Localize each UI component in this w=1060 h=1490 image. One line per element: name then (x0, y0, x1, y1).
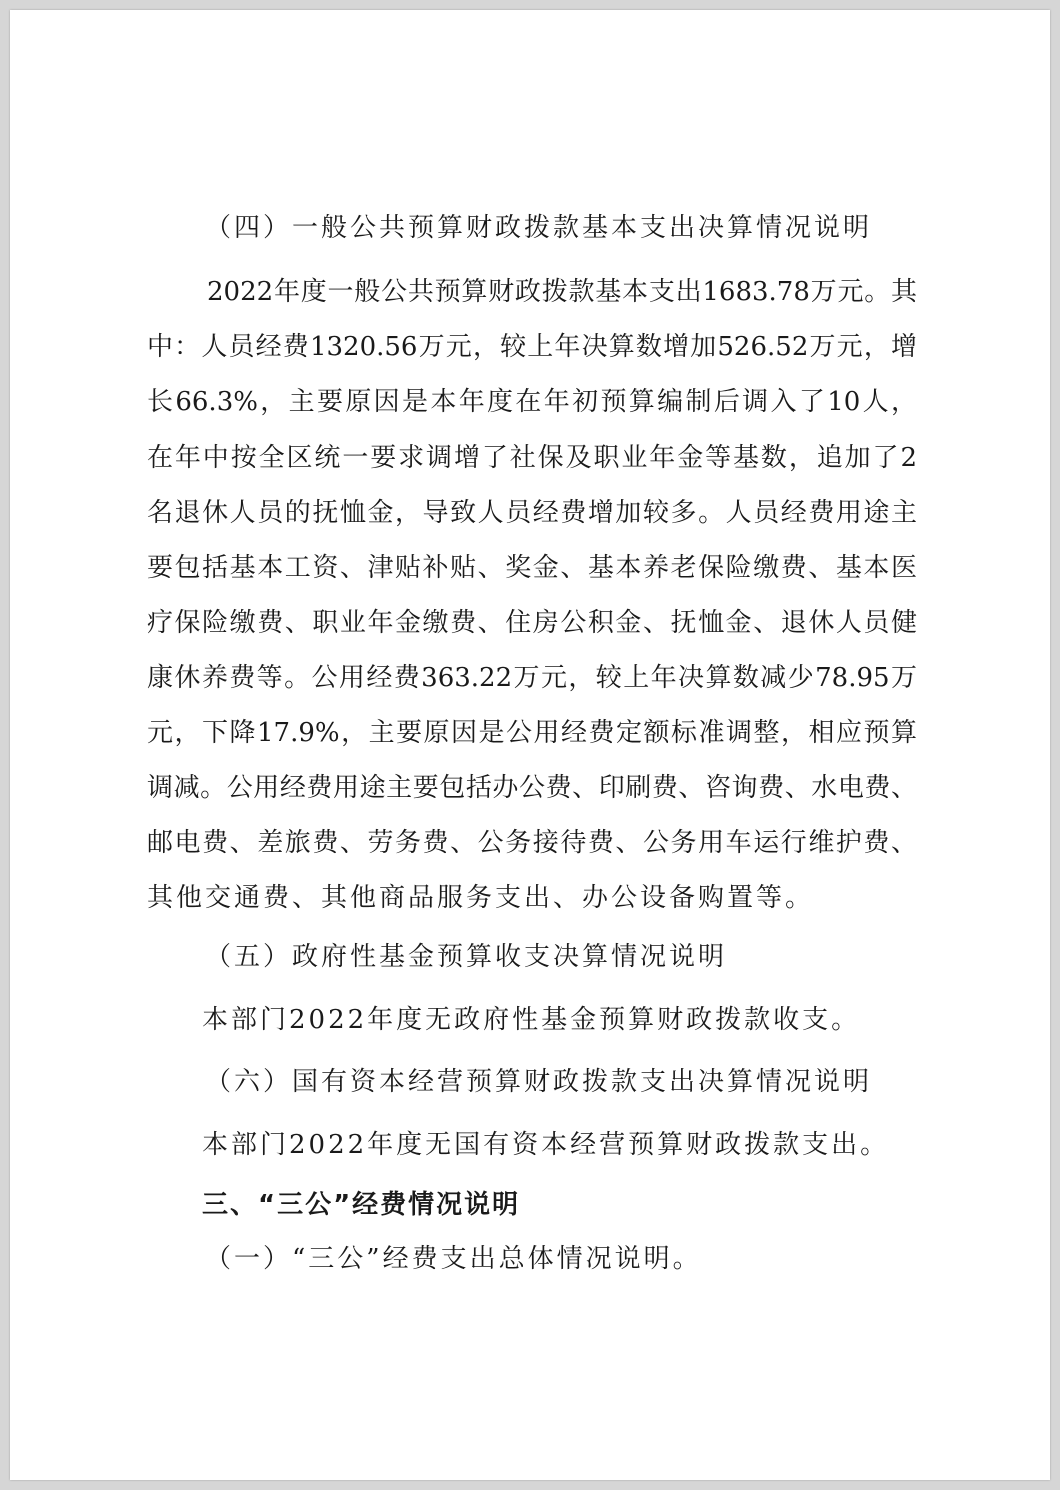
section-5-heading: （五）政府性基金预算收支决算情况说明 (205, 942, 728, 972)
paragraph-line: 康休养费等。公用经费363.22万元，较上年决算数减少78.95万 (147, 663, 917, 693)
paragraph-line: 元，下降17.9%，主要原因是公用经费定额标准调整，相应预算 (147, 718, 917, 748)
paragraph-line: 2022年度一般公共预算财政拨款基本支出1683.78万元。其 (207, 277, 917, 307)
paragraph-line: 名退休人员的抚恤金，导致人员经费增加较多。人员经费用途主 (147, 498, 917, 528)
part-3-heading: 三、“三公”经费情况说明 (202, 1190, 521, 1220)
paragraph-line: 中：人员经费1320.56万元，较上年决算数增加526.52万元，增 (147, 332, 917, 362)
document-page (10, 10, 1050, 1480)
section-4-heading: （四）一般公共预算财政拨款基本支出决算情况说明 (205, 213, 873, 243)
section-5-paragraph: 本部门2022年度无政府性基金预算财政拨款收支。 (202, 1005, 861, 1035)
section-6-paragraph: 本部门2022年度无国有资本经营预算财政拨款支出。 (202, 1130, 890, 1160)
section-6-heading: （六）国有资本经营预算财政拨款支出决算情况说明 (205, 1067, 873, 1097)
paragraph-line: 调减。公用经费用途主要包括办公费、印刷费、咨询费、水电费、 (147, 773, 917, 803)
paragraph-line: 其他交通费、其他商品服务支出、办公设备购置等。 (147, 883, 815, 913)
paragraph-line: 疗保险缴费、职业年金缴费、住房公积金、抚恤金、退休人员健 (147, 608, 917, 638)
paragraph-line: 要包括基本工资、津贴补贴、奖金、基本养老保险缴费、基本医 (147, 553, 917, 583)
paragraph-line: 在年中按全区统一要求调增了社保及职业年金等基数，追加了2 (147, 443, 917, 473)
part-3-sub-heading: （一）“三公”经费支出总体情况说明。 (205, 1244, 702, 1274)
paragraph-line: 长66.3%，主要原因是本年度在年初预算编制后调入了10人， (147, 387, 917, 417)
paragraph-line: 邮电费、差旅费、劳务费、公务接待费、公务用车运行维护费、 (147, 828, 917, 858)
